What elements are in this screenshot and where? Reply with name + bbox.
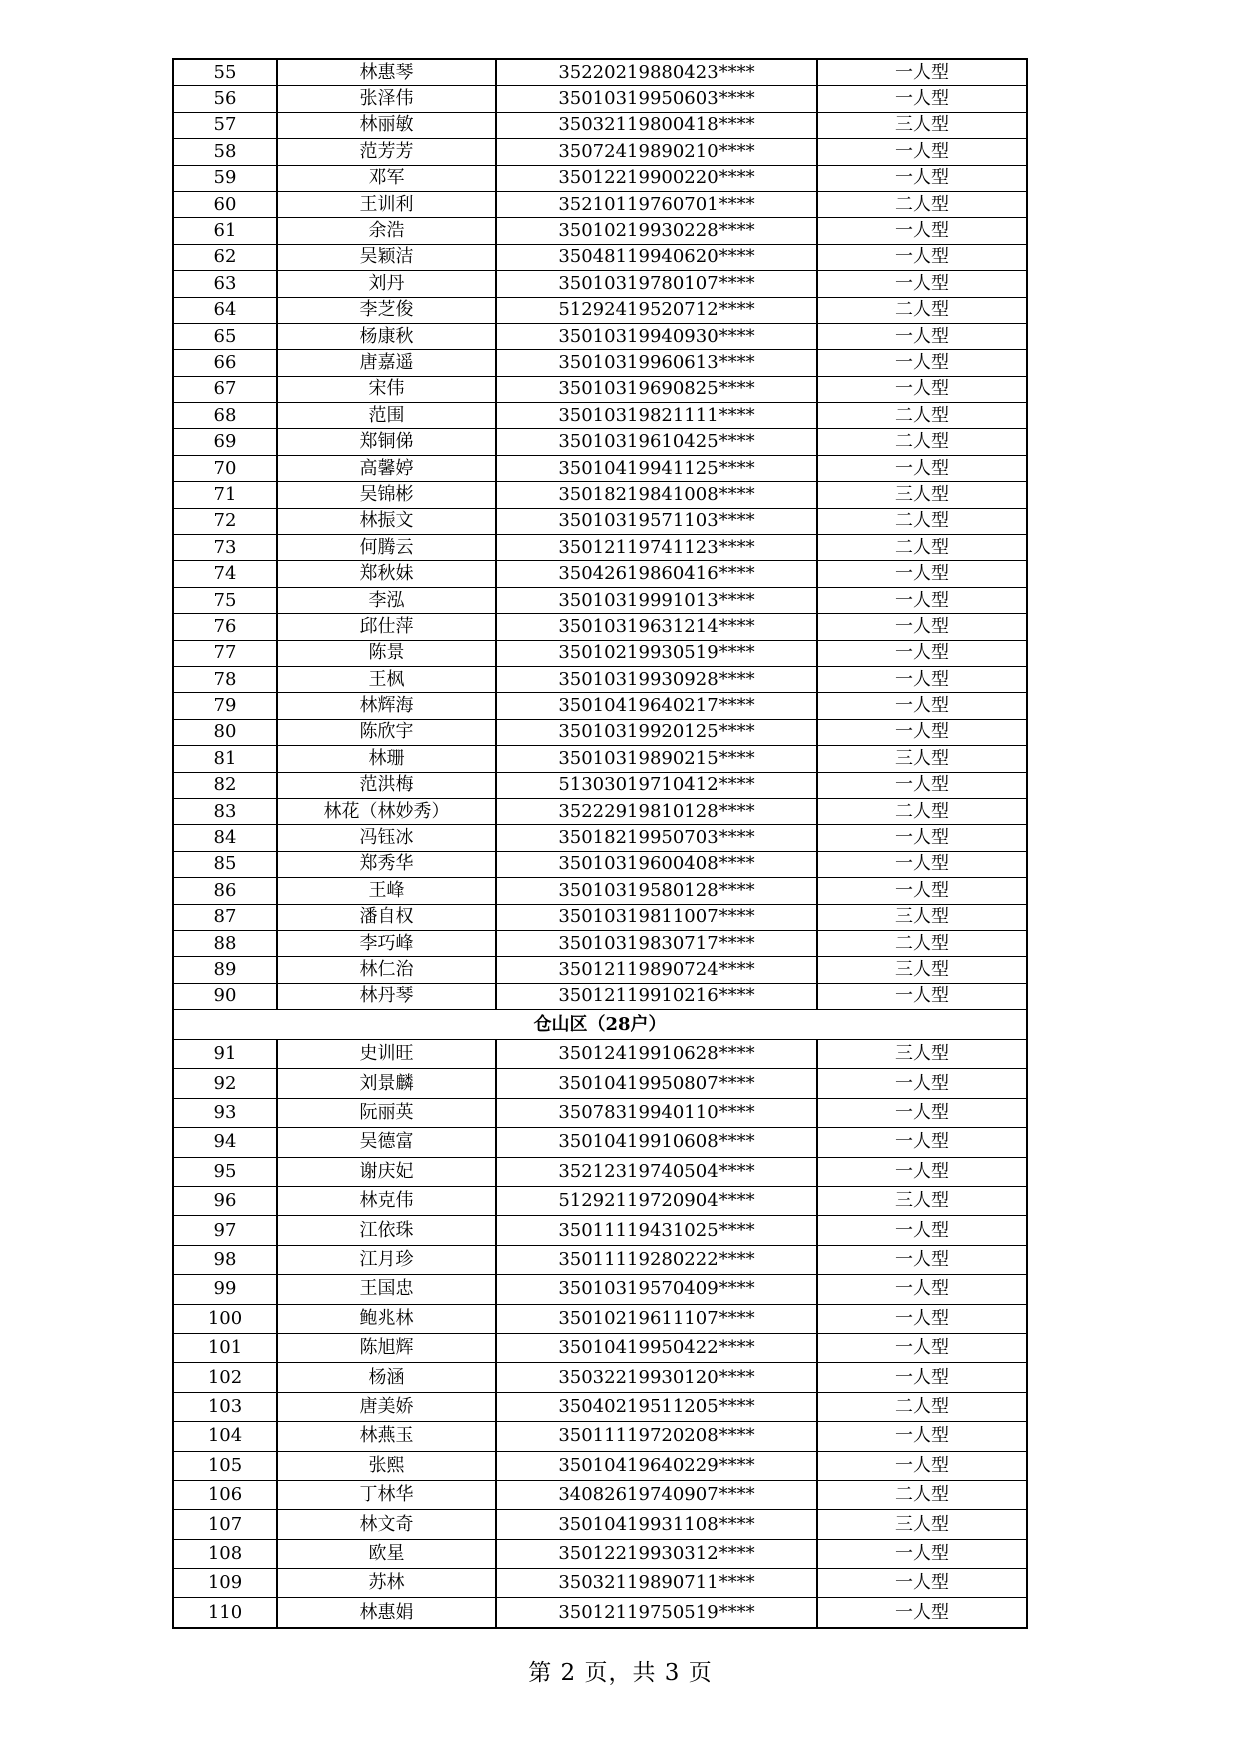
row-number: 56 [173,86,277,112]
applicant-name: 范洪梅 [277,772,496,798]
unit-type: 一人型 [817,1069,1027,1098]
id-number: 35010419950422**** [496,1333,817,1362]
table-row [173,904,1027,930]
id-number: 35210119760701**** [496,191,817,217]
row-number: 104 [173,1422,277,1451]
section-header-row [173,1010,1027,1040]
row-number: 87 [173,904,277,930]
table-row [173,983,1027,1009]
unit-type: 二人型 [817,429,1027,455]
applicant-name: 张泽伟 [277,86,496,112]
unit-type: 一人型 [817,1598,1027,1628]
unit-type: 一人型 [817,1539,1027,1568]
id-number: 35012419910628**** [496,1040,817,1069]
applicant-name: 高馨婷 [277,455,496,481]
unit-type: 三人型 [817,746,1027,772]
applicant-name: 王训利 [277,191,496,217]
id-number: 35010319830717**** [496,930,817,956]
id-number: 35040219511205**** [496,1392,817,1421]
id-number: 35010319821111**** [496,403,817,429]
row-number: 107 [173,1510,277,1539]
table-row [173,1216,1027,1245]
row-number: 64 [173,297,277,323]
id-number: 35010319580128**** [496,878,817,904]
unit-type: 一人型 [817,561,1027,587]
table-row [173,878,1027,904]
unit-type: 一人型 [817,983,1027,1009]
section-title: 仓山区（28户） [173,1010,1027,1040]
applicant-name: 邱仕萍 [277,614,496,640]
id-number: 35010319610425**** [496,429,817,455]
applicant-name: 陈欣宇 [277,719,496,745]
id-number: 35010319631214**** [496,614,817,640]
table-row [173,1392,1027,1421]
unit-type: 三人型 [817,1187,1027,1216]
row-number: 96 [173,1187,277,1216]
row-number: 70 [173,455,277,481]
row-number: 101 [173,1333,277,1362]
applicant-name: 王国忠 [277,1275,496,1304]
applicant-name: 陈旭辉 [277,1333,496,1362]
table-row [173,825,1027,851]
table-row [173,1363,1027,1392]
id-number: 35042619860416**** [496,561,817,587]
table-row [173,218,1027,244]
table-row [173,1128,1027,1157]
table-row [173,508,1027,534]
applicant-name: 杨康秋 [277,323,496,349]
id-number: 35078319940110**** [496,1098,817,1127]
id-number: 35010219930228**** [496,218,817,244]
applicant-name: 范芳芳 [277,139,496,165]
applicant-name: 刘丹 [277,271,496,297]
id-number: 35010219930519**** [496,640,817,666]
id-number: 35018219841008**** [496,482,817,508]
row-number: 98 [173,1245,277,1274]
table-row [173,1040,1027,1069]
unit-type: 三人型 [817,1510,1027,1539]
applicant-name: 林花（林妙秀） [277,798,496,824]
row-number: 90 [173,983,277,1009]
applicant-name: 鲍兆林 [277,1304,496,1333]
row-number: 85 [173,851,277,877]
row-number: 57 [173,112,277,138]
page-footer: 第 2 页，共 3 页 [528,1660,713,1686]
applicant-name: 李芝俊 [277,297,496,323]
row-number: 60 [173,191,277,217]
unit-type: 一人型 [817,86,1027,112]
applicant-name: 谢庆妃 [277,1157,496,1186]
table-row [173,86,1027,112]
row-number: 92 [173,1069,277,1098]
table-row [173,429,1027,455]
row-number: 93 [173,1098,277,1127]
applicant-name: 郑秀华 [277,851,496,877]
applicant-name: 李泓 [277,587,496,613]
row-number: 109 [173,1569,277,1598]
table-row [173,1098,1027,1127]
row-number: 71 [173,482,277,508]
id-number: 35010419950807**** [496,1069,817,1098]
id-number: 35222919810128**** [496,798,817,824]
applicant-name: 林辉海 [277,693,496,719]
row-number: 95 [173,1157,277,1186]
table-row [173,798,1027,824]
unit-type: 一人型 [817,323,1027,349]
id-number: 35010319950603**** [496,86,817,112]
unit-type: 一人型 [817,1304,1027,1333]
row-number: 106 [173,1480,277,1509]
id-number: 35010319571103**** [496,508,817,534]
applicant-name: 林惠琴 [277,59,496,86]
table-row [173,1245,1027,1274]
applicant-name: 欧星 [277,1539,496,1568]
table-row [173,746,1027,772]
unit-type: 二人型 [817,403,1027,429]
row-number: 74 [173,561,277,587]
row-number: 80 [173,719,277,745]
unit-type: 一人型 [817,1245,1027,1274]
id-number: 35010419931108**** [496,1510,817,1539]
table-row [173,1539,1027,1568]
id-number: 35010319600408**** [496,851,817,877]
unit-type: 一人型 [817,455,1027,481]
unit-type: 二人型 [817,297,1027,323]
table-row [173,59,1027,86]
applicant-name: 潘自权 [277,904,496,930]
applicant-name: 唐美娇 [277,1392,496,1421]
unit-type: 一人型 [817,165,1027,191]
applicant-name: 唐嘉遥 [277,350,496,376]
id-number: 51292119720904**** [496,1187,817,1216]
table-row [173,112,1027,138]
table-row [173,1187,1027,1216]
id-number: 34082619740907**** [496,1480,817,1509]
id-number: 35032219930120**** [496,1363,817,1392]
applicant-name: 林克伟 [277,1187,496,1216]
row-number: 88 [173,930,277,956]
table-row [173,666,1027,692]
table-row [173,191,1027,217]
unit-type: 一人型 [817,244,1027,270]
id-number: 35010419640229**** [496,1451,817,1480]
applicant-name: 林燕玉 [277,1422,496,1451]
row-number: 89 [173,957,277,983]
id-number: 35010419941125**** [496,455,817,481]
applicant-name: 江月珍 [277,1245,496,1274]
applicant-name: 江依珠 [277,1216,496,1245]
table-row [173,1069,1027,1098]
applicant-name: 冯钰冰 [277,825,496,851]
unit-type: 一人型 [817,587,1027,613]
table-row [173,1598,1027,1628]
row-number: 73 [173,535,277,561]
applicant-name: 邓军 [277,165,496,191]
table-row [173,455,1027,481]
id-number: 35010319991013**** [496,587,817,613]
unit-type: 一人型 [817,878,1027,904]
applicant-name: 刘景麟 [277,1069,496,1098]
unit-type: 一人型 [817,139,1027,165]
applicant-name: 丁林华 [277,1480,496,1509]
id-number: 35048119940620**** [496,244,817,270]
row-number: 110 [173,1598,277,1628]
unit-type: 一人型 [817,693,1027,719]
row-number: 81 [173,746,277,772]
table-row [173,1157,1027,1186]
applicant-name: 杨涵 [277,1363,496,1392]
id-number: 35010319570409**** [496,1275,817,1304]
housing-allocation-table [172,58,1028,1629]
unit-type: 二人型 [817,930,1027,956]
id-number: 35220219880423**** [496,59,817,86]
unit-type: 一人型 [817,1422,1027,1451]
id-number: 35212319740504**** [496,1157,817,1186]
applicant-name: 阮丽英 [277,1098,496,1127]
unit-type: 一人型 [817,640,1027,666]
applicant-name: 林振文 [277,508,496,534]
applicant-name: 郑秋妹 [277,561,496,587]
unit-type: 二人型 [817,191,1027,217]
unit-type: 三人型 [817,482,1027,508]
row-number: 99 [173,1275,277,1304]
id-number: 35012119890724**** [496,957,817,983]
applicant-name: 林文奇 [277,1510,496,1539]
table-row [173,772,1027,798]
row-number: 83 [173,798,277,824]
id-number: 35010319780107**** [496,271,817,297]
table-row [173,165,1027,191]
row-number: 65 [173,323,277,349]
id-number: 35010219611107**** [496,1304,817,1333]
unit-type: 一人型 [817,825,1027,851]
table-row [173,587,1027,613]
id-number: 35018219950703**** [496,825,817,851]
unit-type: 一人型 [817,218,1027,244]
row-number: 97 [173,1216,277,1245]
applicant-name: 陈景 [277,640,496,666]
row-number: 66 [173,350,277,376]
id-number: 51292419520712**** [496,297,817,323]
id-number: 35012119741123**** [496,535,817,561]
row-number: 102 [173,1363,277,1392]
applicant-name: 李巧峰 [277,930,496,956]
row-number: 78 [173,666,277,692]
id-number: 35010419640217**** [496,693,817,719]
applicant-name: 林仁治 [277,957,496,983]
table-row [173,482,1027,508]
table-row [173,561,1027,587]
unit-type: 一人型 [817,666,1027,692]
row-number: 68 [173,403,277,429]
unit-type: 一人型 [817,1216,1027,1245]
unit-type: 一人型 [817,1333,1027,1362]
unit-type: 三人型 [817,1040,1027,1069]
table-body [173,59,1027,1628]
row-number: 91 [173,1040,277,1069]
row-number: 79 [173,693,277,719]
row-number: 67 [173,376,277,402]
unit-type: 二人型 [817,508,1027,534]
id-number: 51303019710412**** [496,772,817,798]
applicant-name: 吴颖洁 [277,244,496,270]
applicant-name: 林惠娟 [277,1598,496,1628]
applicant-name: 王枫 [277,666,496,692]
applicant-name: 林丹琴 [277,983,496,1009]
row-number: 75 [173,587,277,613]
applicant-name: 何腾云 [277,535,496,561]
id-number: 35072419890210**** [496,139,817,165]
id-number: 35012219930312**** [496,1539,817,1568]
row-number: 100 [173,1304,277,1333]
row-number: 63 [173,271,277,297]
row-number: 86 [173,878,277,904]
unit-type: 一人型 [817,1451,1027,1480]
row-number: 77 [173,640,277,666]
row-number: 84 [173,825,277,851]
id-number: 35010319811007**** [496,904,817,930]
row-number: 82 [173,772,277,798]
row-number: 105 [173,1451,277,1480]
applicant-name: 林珊 [277,746,496,772]
table-row [173,1480,1027,1509]
unit-type: 一人型 [817,851,1027,877]
unit-type: 一人型 [817,1275,1027,1304]
id-number: 35032119800418**** [496,112,817,138]
id-number: 35010419910608**** [496,1128,817,1157]
applicant-name: 张熙 [277,1451,496,1480]
unit-type: 二人型 [817,1392,1027,1421]
table-row [173,535,1027,561]
applicant-name: 郑铜俤 [277,429,496,455]
unit-type: 二人型 [817,535,1027,561]
unit-type: 二人型 [817,1480,1027,1509]
unit-type: 一人型 [817,1128,1027,1157]
id-number: 35011119720208**** [496,1422,817,1451]
table-row [173,1333,1027,1362]
table-row [173,614,1027,640]
table-row [173,957,1027,983]
row-number: 59 [173,165,277,191]
row-number: 103 [173,1392,277,1421]
id-number: 35010319960613**** [496,350,817,376]
id-number: 35011119431025**** [496,1216,817,1245]
applicant-name: 吴锦彬 [277,482,496,508]
unit-type: 一人型 [817,1569,1027,1598]
row-number: 72 [173,508,277,534]
row-number: 58 [173,139,277,165]
unit-type: 一人型 [817,1098,1027,1127]
table-row [173,1510,1027,1539]
table-row [173,139,1027,165]
unit-type: 一人型 [817,772,1027,798]
unit-type: 一人型 [817,376,1027,402]
unit-type: 一人型 [817,1363,1027,1392]
row-number: 55 [173,59,277,86]
table-row [173,1304,1027,1333]
unit-type: 一人型 [817,1157,1027,1186]
table-row [173,297,1027,323]
table-row [173,719,1027,745]
table-row [173,403,1027,429]
applicant-name: 范围 [277,403,496,429]
id-number: 35010319930928**** [496,666,817,692]
applicant-name: 林丽敏 [277,112,496,138]
row-number: 108 [173,1539,277,1568]
unit-type: 三人型 [817,957,1027,983]
table-row [173,271,1027,297]
unit-type: 三人型 [817,112,1027,138]
table-row [173,376,1027,402]
id-number: 35010319890215**** [496,746,817,772]
applicant-name: 余浩 [277,218,496,244]
table-row [173,323,1027,349]
unit-type: 一人型 [817,719,1027,745]
id-number: 35010319690825**** [496,376,817,402]
unit-type: 三人型 [817,904,1027,930]
applicant-name: 苏林 [277,1569,496,1598]
table-row [173,851,1027,877]
unit-type: 二人型 [817,798,1027,824]
unit-type: 一人型 [817,614,1027,640]
unit-type: 一人型 [817,271,1027,297]
applicant-name: 王峰 [277,878,496,904]
applicant-name: 宋伟 [277,376,496,402]
applicant-name: 吴德富 [277,1128,496,1157]
table-row [173,1569,1027,1598]
id-number: 35012119750519**** [496,1598,817,1628]
table-row [173,1422,1027,1451]
unit-type: 一人型 [817,59,1027,86]
table-row [173,350,1027,376]
row-number: 76 [173,614,277,640]
row-number: 62 [173,244,277,270]
id-number: 35012219900220**** [496,165,817,191]
table-row [173,640,1027,666]
table-row [173,1451,1027,1480]
table-row [173,1275,1027,1304]
row-number: 69 [173,429,277,455]
unit-type: 一人型 [817,350,1027,376]
id-number: 35011119280222**** [496,1245,817,1274]
id-number: 35010319940930**** [496,323,817,349]
row-number: 94 [173,1128,277,1157]
table-row [173,244,1027,270]
id-number: 35012119910216**** [496,983,817,1009]
applicant-name: 史训旺 [277,1040,496,1069]
table-row [173,693,1027,719]
id-number: 35010319920125**** [496,719,817,745]
table-row [173,930,1027,956]
row-number: 61 [173,218,277,244]
id-number: 35032119890711**** [496,1569,817,1598]
